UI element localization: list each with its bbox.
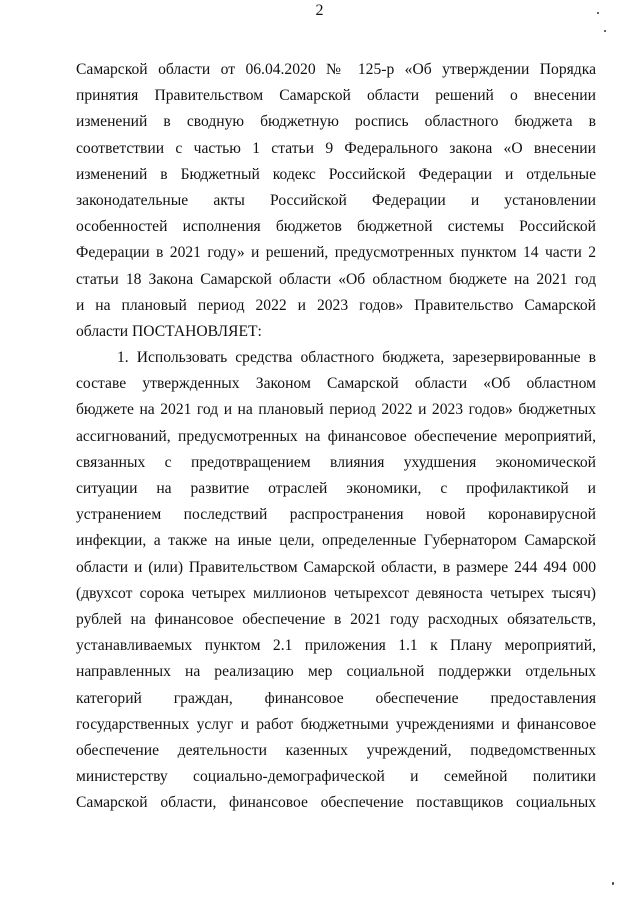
document-body [76, 57, 596, 816]
text-line: соответствии с частью 1 статьи 9 Федерального закона «О внесении [76, 139, 596, 157]
text-line: бюджете на 2021 год и на плановый период 2022 и 2023 годов» бюджетных [76, 401, 596, 419]
text-line: области и (или) Правительством Самарской области, в размере 244 494 000 [76, 558, 596, 576]
text-line: категорий граждан, финансовое обеспечение предоставления [76, 689, 596, 707]
scan-speck [604, 30, 606, 32]
text-line: инфекции, а также на иные цели, определенные Губернатором Самарской [76, 532, 596, 550]
text-line: изменений в сводную бюджетную роспись областного бюджета в [76, 113, 596, 131]
text-line: статьи 18 Закона Самарской области «Об областном бюджете на 2021 год [76, 270, 596, 288]
page-number: 2 [315, 2, 324, 19]
text-line: направленных на реализацию мер социальной поддержки отдельных [76, 663, 596, 681]
text-line: рублей на финансовое обеспечение в 2021 году расходных обязательств, [76, 610, 596, 628]
text-line: законодательные акты Российской Федерации и установлении [76, 191, 596, 209]
text-line: составе утвержденных Законом Самарской области «Об областном [76, 375, 596, 393]
text-line: государственных услуг и работ бюджетными учреждениями и финансовое [76, 715, 596, 733]
text-line: Самарской области от 06.04.2020 № 125-р «Об утверждении Порядка [76, 61, 596, 78]
text-line: изменений в Бюджетный кодекс Российской Федерации и отдельные [76, 165, 596, 183]
resolution-heading-line: области ПОСТАНОВЛЯЕТ: [76, 322, 262, 340]
scan-speck [597, 12, 599, 14]
text-line: министерству социально-демографической и семейной политики [76, 768, 596, 786]
text-line: устранением последствий распространения новой коронавирусной [76, 506, 596, 524]
text-line: Самарской области, финансовое обеспечение поставщиков социальных [76, 794, 596, 812]
text-line: обеспечение деятельности казенных учреждений, подведомственных [76, 741, 596, 759]
scan-speck [612, 882, 614, 885]
text-line: устанавливаемых пунктом 2.1 приложения 1.1 к Плану мероприятий, [76, 637, 596, 655]
text-line: 1. Использовать средства областного бюджета, зарезервированные в [117, 349, 596, 367]
text-line: связанных с предотвращением влияния ухудшения экономической [76, 453, 596, 471]
text-line: особенностей исполнения бюджетов бюджетной системы Российской [76, 218, 596, 236]
text-line: и на плановый период 2022 и 2023 годов» Правительство Самарской [76, 296, 596, 314]
text-line: ситуации на развитие отраслей экономики, с профилактикой и [76, 480, 596, 497]
text-line: (двухсот сорока четырех миллионов четырехсот девяноста четырех тысяч) [76, 584, 596, 602]
text-line: ассигнований, предусмотренных на финансовое обеспечение мероприятий, [76, 427, 596, 445]
text-line: Федерации в 2021 году» и решений, предусмотренных пунктом 14 части 2 [76, 244, 596, 262]
text-line: принятия Правительством Самарской области решений о внесении [76, 87, 596, 105]
